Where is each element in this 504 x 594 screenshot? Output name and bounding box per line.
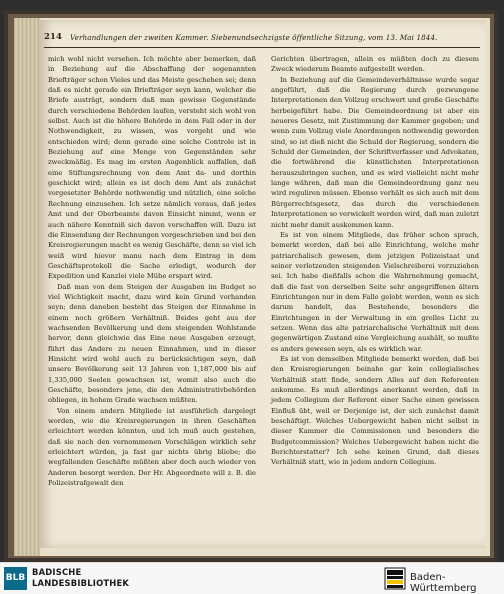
paragraph: mich wohl nicht versehen. Ich möchte aber bemerken, daß in Beziehung auf die Abschaffung der sogenannten Briefträger schon Vieles und das Meiste geschehen sei; denn daß es nicht gerade ein Briefträger seyn kann, welcher die Briefe austrägt, sondern daß man gewisse Gegenstände durch verschiedene Behörden laufen, versteht sich wohl von selbst. Auch ist die höhere Behörde in dem Fall oder in der Nothwendigkeit, zu wissen, was vorgeht und wie entschieden wird; denn gerade eine solche Controle ist in Beziehung auf eine Menge von Gegenständen sehr zweckmäßig. Es mag im ersten Augenblick auffallen, daß eine Stiftungsrechnung von dem Amt da- und dorthin geschickt wird; allein es ist doch dem Amt als zunächst vorgesetzter Behörde nothwendig und nützlich, eine solche Rechnung einzusehen. Ich setze nämlich voraus, daß jedes Amt und der Oberbeamte davon Einsicht nimmt, wenn er auch nähere Kenntniß sich davon verschaffen will. Dazu ist die Einsendung der Rechnungen vorgeschrieben und bei den Kreisregierungen macht es wenig Geschäfte, denn so viel ich weiß wird hievor manu nach dem Eintrag in dem Geschäftsprotokoll die Sache erledigt, wodurch der Expedition und Kanzlei viele Mühe erspart wird. xyxy=(48,55,257,281)
left-text-column xyxy=(48,54,256,488)
paragraph: In Beziehung auf die Gemeindeverhältnisse wurde sogar angeführt, daß die Regierung durch gezwungene Interpretationen den Vollzug erschwert und große Geschäfte herbeigeführt habe. Die Gemeindeordnung ist aber ein neueres Gesetz, mit Zustimmung der Kammer gegeben; und wenn zum Vollzug viele Anordnungen nothwendig geworden sind, so ist dieß nicht die Schuld der Regierung, sondern die Schuld der Gemeinden, der Schriftverfasser und Advokaten, die fortwährend die künstlichsten Interpretationen herauszubringen suchen, und es wird vielleicht nicht mehr lange währen, daß man die Gemeindeordnung ganz neu wird reguliren müssen. Ebenso verhält es sich auch mit dem Bürgerrechtsgesetz, das durch die verschiedenen Interpretationen so verwickelt werden wird, daß man zuletzt nicht mehr damit auskommen kann. xyxy=(271,75,479,229)
paragraph: Es ist von einem Mitgliede, das früher schon sprach, bemerkt worden, daß bei alle Einrichtung, welche mehr patriarchalisch gewesen, dem jetzigen Polizeistaat und seiner verletzenden steigenden Vielschreiberei vorzuziehen sei. Ich habe dießfalls schon die Wahrnehmung gemacht, daß die fast von derselben Seite sehr angegriffenen ältern Einrichtungen nur in dem Falle gelobt werden, wenn es sich darum handelt, das Bestehende, besonders die Einrichtungen in der Verwaltung in ein grelles Licht zu setzen. Wenn das alte patriarchalische Verhältniß mit dem gegenwärtigen Zustand eine Vergleichung aushält, so mußte es anders gewesen seyn, als es wirklich war. xyxy=(271,230,479,353)
blb-logo[interactable]: BLB xyxy=(4,567,27,590)
paragraph: Gerichten übertragen, allein es müßten doch zu diesem Zweck wiederum Beamte aufgestellt werden. xyxy=(271,55,479,74)
right-text-column xyxy=(271,54,479,468)
paragraph: Daß man von dem Steigen der Ausgaben im Budget so viel Wichtigkeit macht, dazu wird kein Grund vorhanden seyn; denn daneben besteht das Steigen der Einnahme in einem noch größern Verhältniß. Beides geht aus der wachsenden Bevölkerung und dem steigenden Wohlstande hervor, denn gleichwie das Eine neue Ausgaben erzeugt, führt das Andere zu neuen Einnahmen, und in dieser Hinsicht wird wohl auch zu berücksichtigen seyn, daß unsere Bevölkerung seit 13 Jahren von 1,187,000 bis auf 1,335,000 Seelen gewachsen ist, womit also auch die Geschäfte, besonders jene, die den Administrativbehörden obliegen, in hohem Grade wachsen müßten. xyxy=(48,282,256,405)
blb-name-line1: BADISCHE xyxy=(32,567,82,577)
baden-wuerttemberg-name[interactable]: Baden-Württemberg xyxy=(410,572,477,594)
header-rule xyxy=(44,47,480,48)
viewer-footer xyxy=(0,562,504,594)
blb-name-line2: LANDESBIBLIOTHEK xyxy=(32,578,130,588)
page-gutter xyxy=(14,18,40,556)
page-header xyxy=(44,32,480,46)
paragraph: Von einem andern Mitgliede ist ausführlich dargelegt worden, wie die Kreisregierungen in ihren Geschäften erleichtert werden könnten, und ich muß auch gestehen, daß sie nach den vernommenen Vorschlägen wirklich sehr erleichtert würden, ja fast gar nichts übrig bliebe; die wegfallenden Geschäfte müßten aber doch auch wieder von Anderen besorgt werden. Der Hr. Abgeordnete will z. B. die Polizeistrafgewalt den xyxy=(48,406,256,488)
running-title: Verhandlungen der zweiten Kammer. Siebenundsechzigste öffentliche Sitzung, vom 13. Mai 1844. xyxy=(70,33,438,42)
paragraph: Es ist von demselben Mitgliede bemerkt worden, daß bei den Kreisregierungen beinahe gar kein collegialisches Verhältniß statt finde, sondern Alles auf den Referenten ankomme. Es muß allerdings anerkannt werden, daß in jedem Collegium der Referent einer Sache einen gewissen Einfluß übt, weil er Derjenige ist, der sich zunächst damit beschäftigt. Welches Uebergewicht haben nicht selbst in dieser Kammer die Commissionen und besonders die Budgetcommission? Welches Uebergewicht haben nicht die Berichterstatter? Ich sehe keinen Grund, daß dieses Verhältniß statt, wie in jedem andern Collegium. xyxy=(271,354,479,467)
blb-name[interactable] xyxy=(32,567,129,589)
page-number: 214 xyxy=(44,32,63,42)
baden-wuerttemberg-crest-icon[interactable] xyxy=(384,567,406,590)
